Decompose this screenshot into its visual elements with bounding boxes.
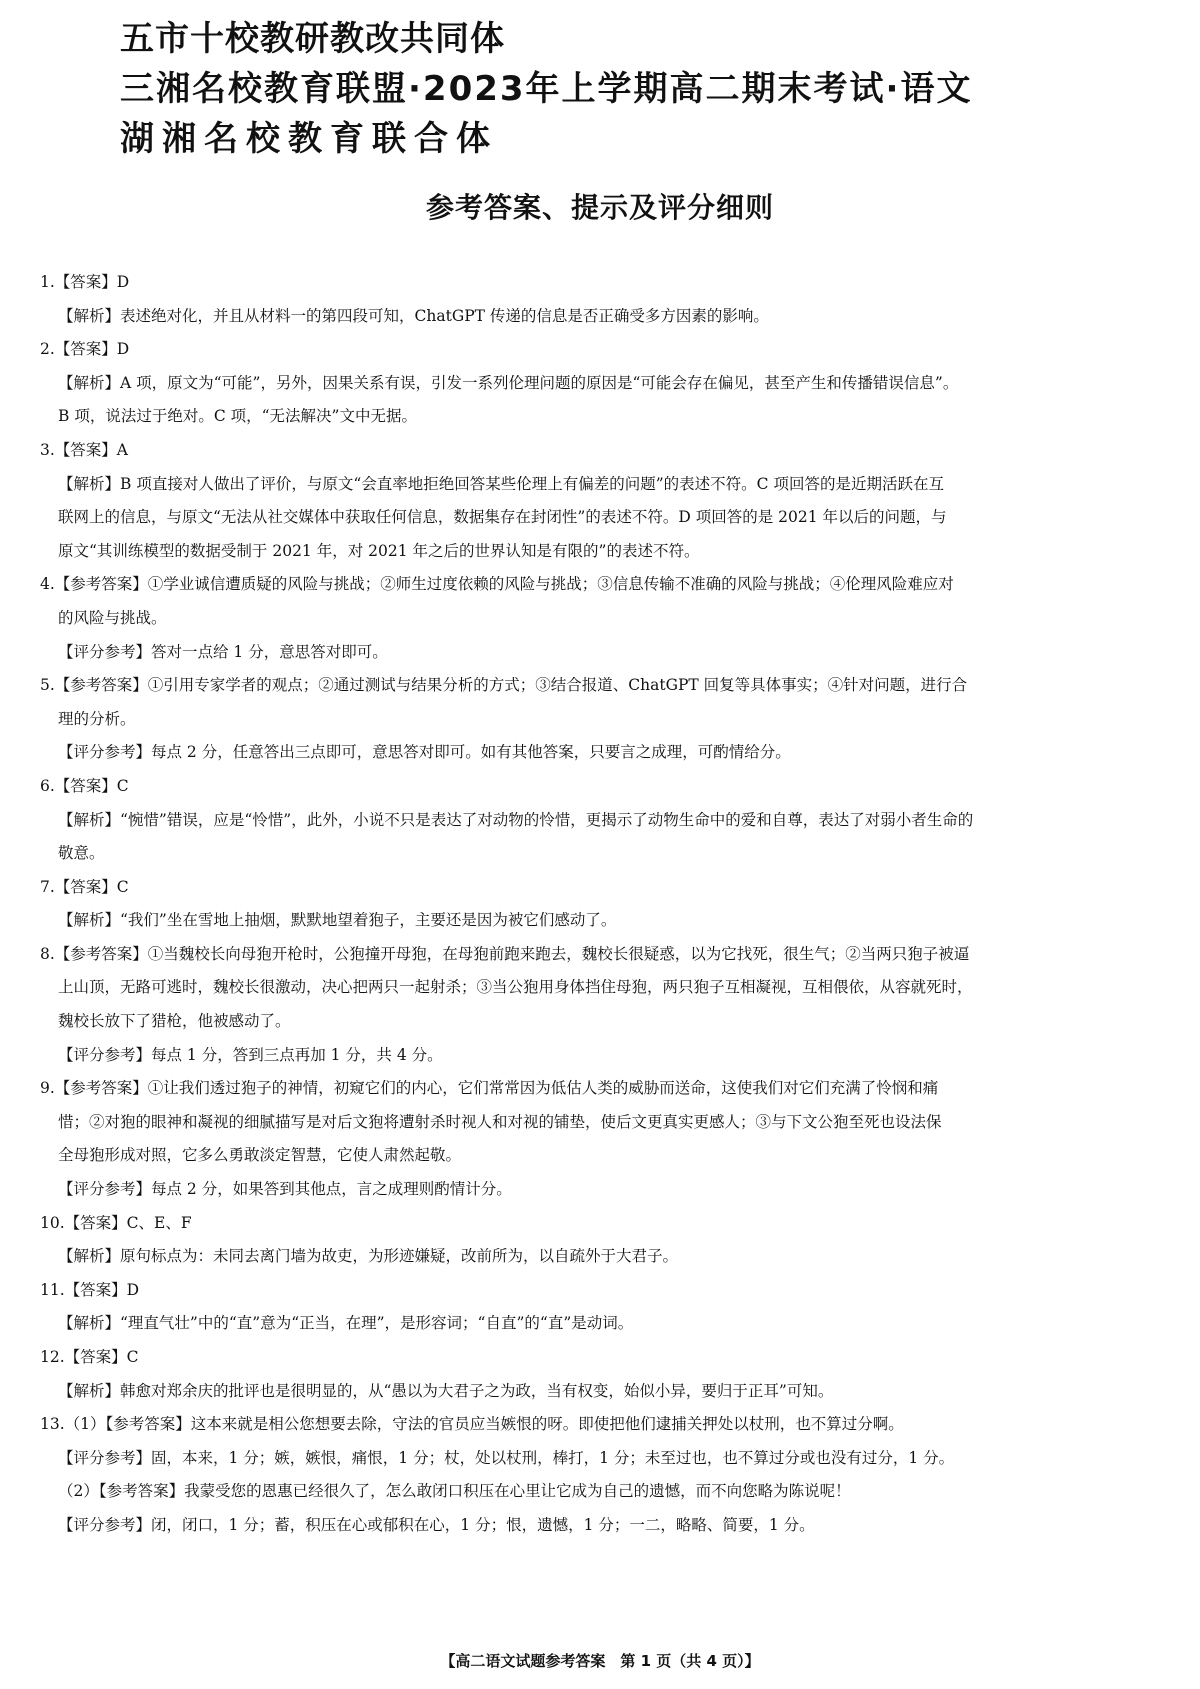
answer-line: 【解析】表述绝对化，并且从材料一的第四段可知，ChatGPT 传递的信息是否正确受多方因素的影响。: [58, 306, 769, 325]
answer-line: 3.【答案】A: [40, 440, 128, 459]
answer-line: 原文“其训练模型的数据受制于 2021 年，对 2021 年之后的世界认知是有限的”的表述不符。: [58, 541, 700, 560]
answer-line: 11.【答案】D: [40, 1280, 140, 1299]
answer-line: 【评分参考】闭，闭口，1 分；蓄，积压在心或郁积在心，1 分；恨，遗憾，1 分；一二，略略、简要，1 分。: [58, 1515, 815, 1534]
answer-line: 4.【参考答案】①学业诚信遭质疑的风险与挑战；②师生过度依赖的风险与挑战；③信息传输不准确的风险与挑战；④伦理风险难应对: [40, 575, 954, 594]
answer-line: 上山顶，无路可逃时，魏校长很激动，决心把两只一起射杀；③当公狍用身体挡住母狍，两只狍子互相凝视，互相偎依，从容就死时，: [58, 978, 973, 997]
answer-line: 【解析】“我们”坐在雪地上抽烟，默默地望着狍子，主要还是因为被它们感动了。: [58, 911, 617, 930]
answer-line: 惜；②对狍的眼神和凝视的细腻描写是对后文狍将遭射杀时视人和对视的铺垫，使后文更真实更感人；③与下文公狍至死也设法保: [58, 1112, 942, 1131]
answer-line: B 项，说法过于绝对。C 项，“无法解决”文中无据。: [58, 407, 417, 426]
page-subtitle: 参考答案、提示及评分细则: [425, 191, 774, 224]
answer-line: 【解析】B 项直接对人做出了评价，与原文“会直率地拒绝回答某些伦理上有偏差的问题”的表述不符。C 项回答的是近期活跃在互: [58, 474, 944, 493]
answer-line: 理的分析。: [58, 709, 136, 728]
answer-body: [40, 266, 1170, 1543]
page-footer: 【高二语文试题参考答案 第 1 页（共 4 页）】: [440, 1652, 760, 1670]
header-line-1: 五市十校教研教改共同体: [120, 19, 505, 59]
answer-line: 6.【答案】C: [40, 776, 129, 795]
answer-line: 1.【答案】D: [40, 273, 130, 291]
answer-line: 的风险与挑战。: [58, 608, 167, 627]
answer-line: 【评分参考】固，本来，1 分；嫉，嫉恨，痛恨，1 分；杖，处以杖刑，棒打，1 分；未至过也，也不算过分或也没有过分，1 分。: [58, 1448, 955, 1467]
answer-line: （2）【参考答案】我蒙受您的恩惠已经很久了，怎么敢闭口积压在心里让它成为自己的遗憾，而不向您略为陈说呢！: [58, 1482, 851, 1501]
answer-line: 【解析】“理直气壮”中的“直”意为“正当，在理”，是形容词；“自直”的“直”是动词。: [58, 1314, 634, 1333]
answer-line: 7.【答案】C: [40, 877, 129, 896]
answer-line: 12.【答案】C: [40, 1348, 139, 1366]
answer-line: 【解析】“惋惜”错误，应是“怜惜”，此外，小说不只是表达了对动物的怜惜，更揭示了动物生命中的爱和自尊，表达了对弱小者生命的: [58, 810, 974, 829]
answer-line: 13.（1）【参考答案】这本来就是相公您想要去除，守法的官员应当嫉恨的呀。即使把他们逮捕关押处以杖刑，也不算过分啊。: [40, 1415, 904, 1434]
answer-line: 10.【答案】C、E、F: [40, 1213, 192, 1232]
answer-line: 2.【答案】D: [40, 340, 130, 359]
answer-line: 敬意。: [58, 844, 105, 863]
answer-line: 【评分参考】每点 2 分，任意答出三点即可，意思答对即可。如有其他答案，只要言之成理，可酌情给分。: [58, 743, 791, 762]
answer-line: 【解析】A 项，原文为“可能”，另外，因果关系有误，引发一系列伦理问题的原因是“可能会存在偏见，甚至产生和传播错误信息”。: [58, 373, 959, 392]
header-line-3: 湖湘名校教育联合体: [120, 119, 498, 159]
exam-header: [120, 14, 1160, 164]
header-line-2: 三湘名校教育联盟·2023年上学期高二期末考试·语文: [120, 69, 973, 109]
answer-line: 8.【参考答案】①当魏校长向母狍开枪时，公狍撞开母狍，在母狍前跑来跑去，魏校长很疑惑，以为它找死，很生气；②当两只狍子被逼: [40, 944, 970, 963]
answer-line: 联网上的信息，与原文“无法从社交媒体中获取任何信息，数据集存在封闭性”的表述不符。D 项回答的是 2021 年以后的问题，与: [58, 508, 947, 527]
answer-line: 【评分参考】答对一点给 1 分，意思答对即可。: [58, 642, 388, 661]
answer-line: 魏校长放下了猎枪，他被感动了。: [58, 1012, 291, 1031]
answer-line: 9.【参考答案】①让我们透过狍子的神情，初窥它们的内心，它们常常因为低估人类的威胁而送命，这使我们对它们充满了怜悯和痛: [40, 1079, 939, 1098]
answer-line: 【评分参考】每点 2 分，如果答到其他点，言之成理则酌情计分。: [58, 1180, 512, 1199]
answer-line: 全母狍形成对照，它多么勇敢淡定智慧，它使人肃然起敬。: [58, 1146, 462, 1165]
answer-line: 【解析】韩愈对郑余庆的批评也是很明显的，从“愚以为大君子之为政，当有权变，始似小异，要归于正耳”可知。: [58, 1381, 834, 1400]
answer-line: 【评分参考】每点 1 分，答到三点再加 1 分，共 4 分。: [58, 1045, 443, 1064]
answer-line: 5.【参考答案】①引用专家学者的观点；②通过测试与结果分析的方式；③结合报道、ChatGPT 回复等具体事实；④针对问题，进行合: [40, 676, 968, 695]
answer-line: 【解析】原句标点为：未同去离门墙为故吏，为形迹嫌疑，改前所为，以自疏外于大君子。: [58, 1247, 679, 1266]
